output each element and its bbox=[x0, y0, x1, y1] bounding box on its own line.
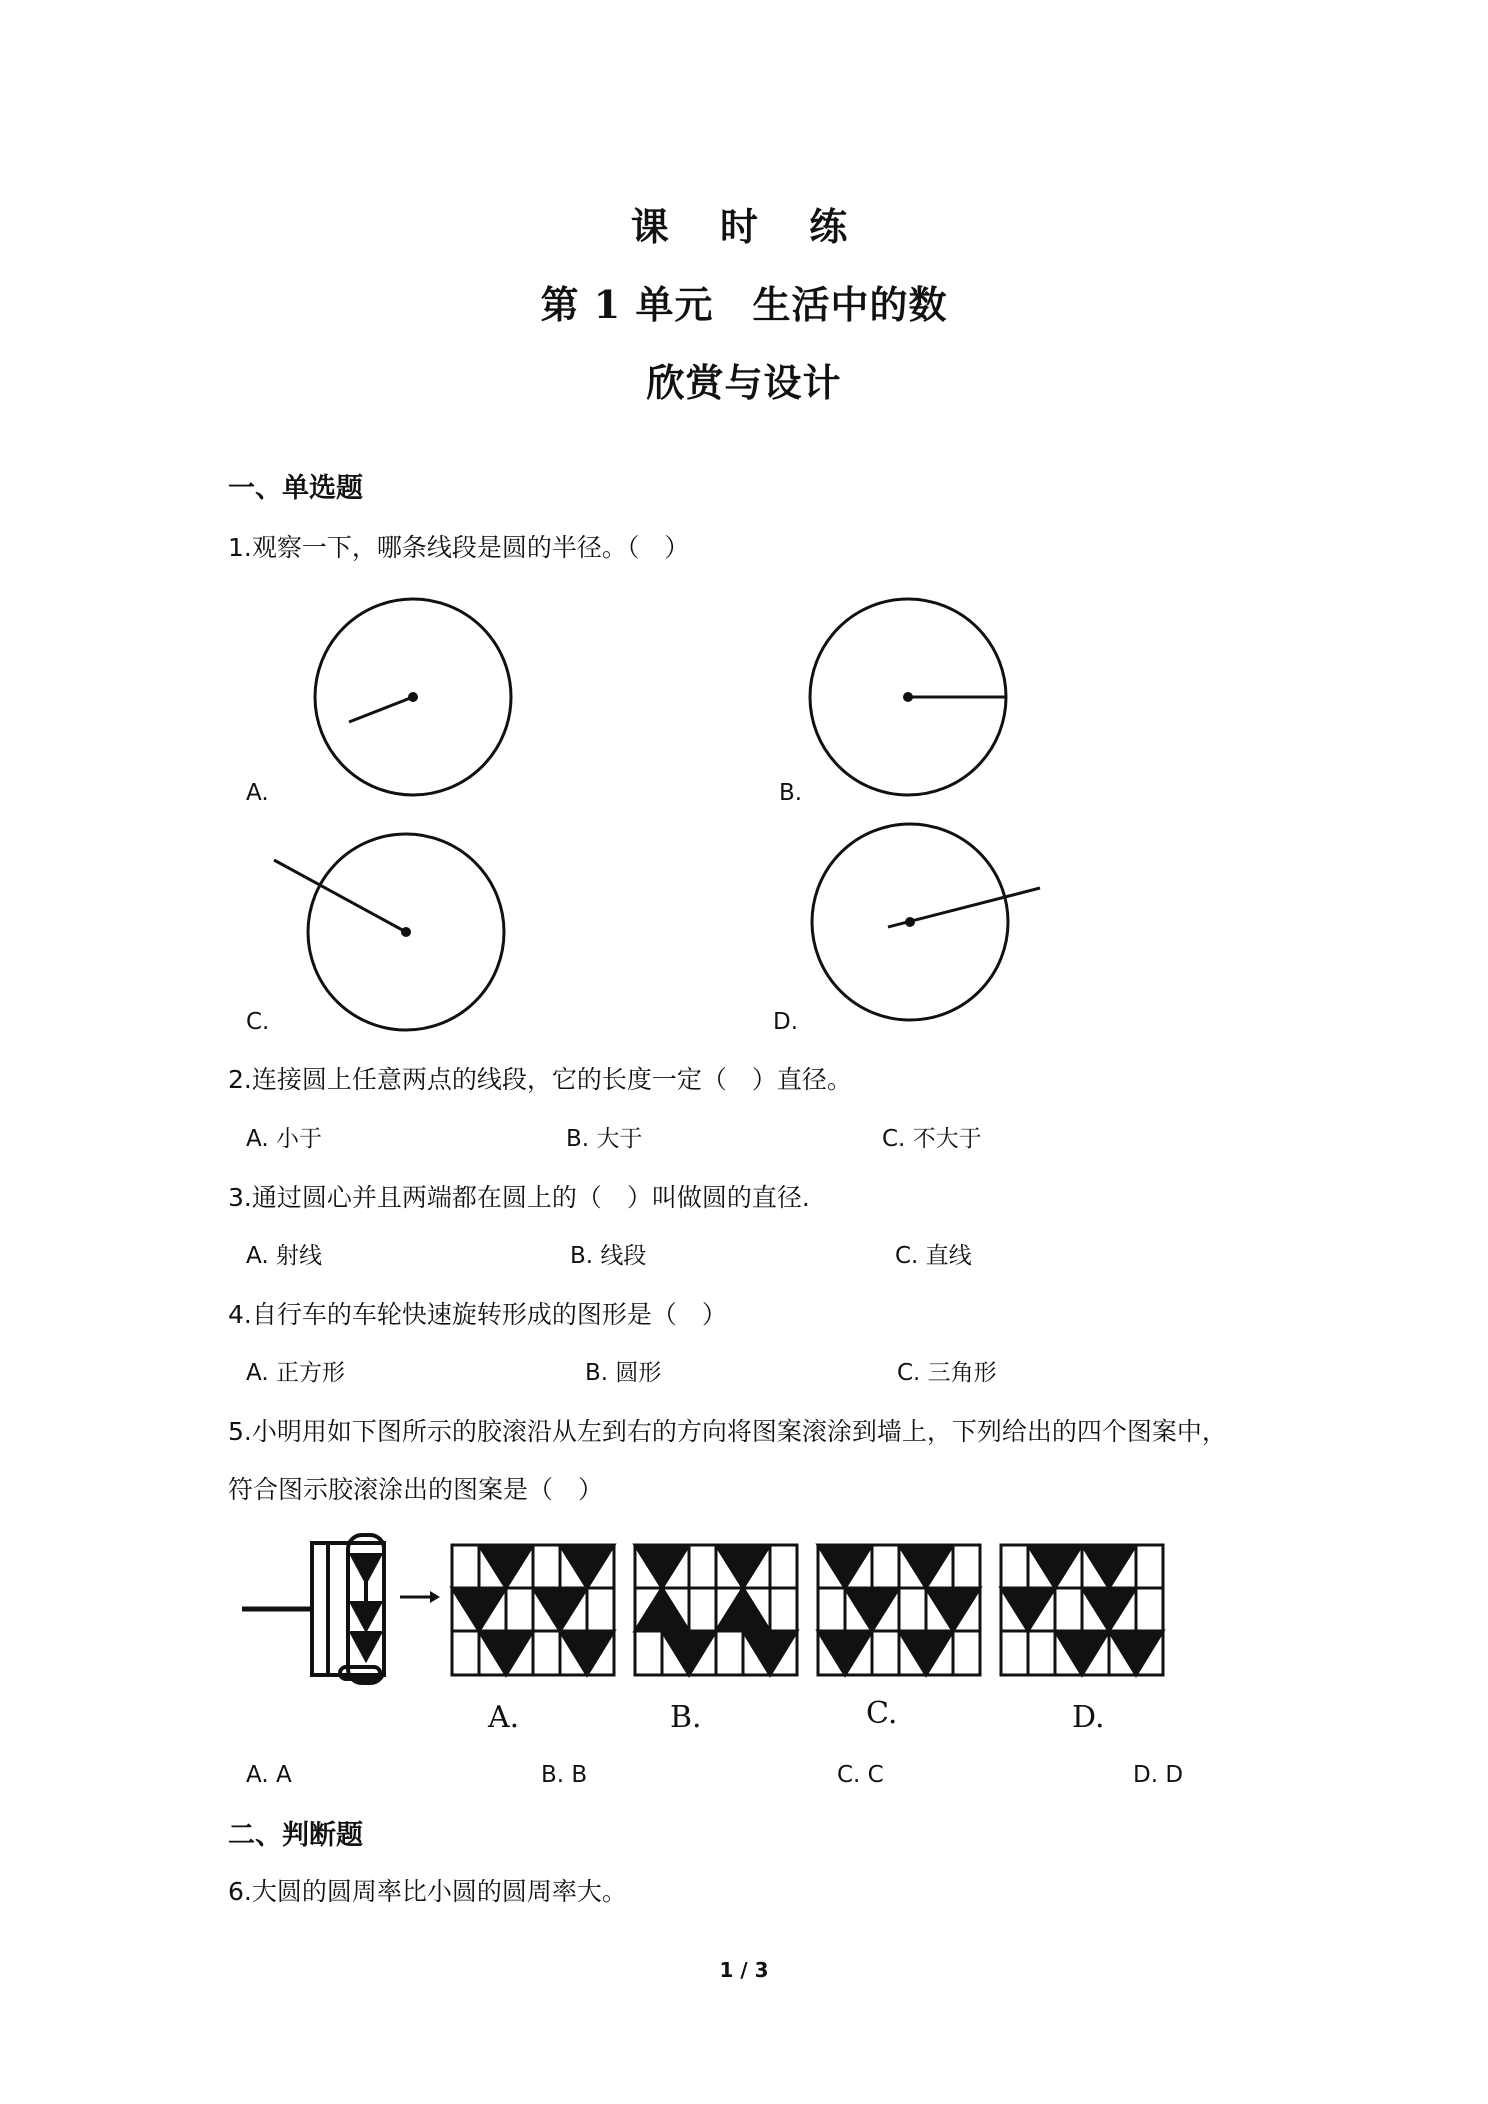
question-5-option-a[interactable]: A. A bbox=[246, 1762, 292, 1788]
section-heading-single-choice: 一、单选题 bbox=[228, 473, 363, 504]
question-3-option-a[interactable]: A. 射线 bbox=[246, 1243, 322, 1269]
question-6-text: 6.大圆的圆周率比小圆的圆周率大。 bbox=[228, 1877, 627, 1906]
question-2-option-b[interactable]: B. 大于 bbox=[566, 1126, 643, 1152]
section-heading-true-false: 二、判断题 bbox=[228, 1820, 363, 1851]
question-1-option-b[interactable]: B. bbox=[779, 780, 803, 806]
question-2-option-a[interactable]: A. 小于 bbox=[246, 1126, 322, 1152]
question-1-figures bbox=[0, 0, 1488, 1040]
question-3-text: 3.通过圆心并且两端都在圆上的（ ）叫做圆的直径. bbox=[228, 1183, 810, 1212]
pattern-figure-c bbox=[818, 1545, 980, 1675]
circle-figure-a bbox=[315, 599, 511, 795]
question-5-option-c[interactable]: C. C bbox=[837, 1762, 884, 1788]
pattern-label-a: A. bbox=[488, 1700, 520, 1735]
pattern-figure-a bbox=[452, 1545, 614, 1675]
question-3-option-c[interactable]: C. 直线 bbox=[895, 1243, 972, 1269]
question-4-text: 4.自行车的车轮快速旋转形成的图形是（ ） bbox=[228, 1300, 727, 1329]
question-5-option-b[interactable]: B. B bbox=[541, 1762, 588, 1788]
question-1-option-d[interactable]: D. bbox=[773, 1009, 799, 1035]
question-4-option-a[interactable]: A. 正方形 bbox=[246, 1360, 345, 1386]
question-1-option-c[interactable]: C. bbox=[246, 1009, 270, 1035]
question-2-option-c[interactable]: C. 不大于 bbox=[882, 1126, 982, 1152]
unit-title: 第 1 单元 生活中的数 bbox=[540, 282, 948, 327]
pattern-label-b: B. bbox=[670, 1700, 702, 1735]
question-4-option-c[interactable]: C. 三角形 bbox=[897, 1360, 997, 1386]
question-2-text: 2.连接圆上任意两点的线段，它的长度一定（ ）直径。 bbox=[228, 1065, 852, 1094]
page-title: 课 时 练 bbox=[630, 204, 858, 249]
question-5-text-line-2: 符合图示胶滚涂出的图案是（ ） bbox=[228, 1475, 604, 1504]
question-5-option-d[interactable]: D. D bbox=[1133, 1762, 1184, 1788]
question-5-figure bbox=[230, 1525, 1180, 1745]
circle-figure-b bbox=[810, 599, 1006, 795]
paint-roller-figure bbox=[242, 1535, 440, 1683]
question-1-text: 1.观察一下，哪条线段是圆的半径。（ ） bbox=[228, 533, 690, 562]
question-5-text-line-1: 5.小明用如下图所示的胶滚沿从左到右的方向将图案滚涂到墙上，下列给出的四个图案中， bbox=[228, 1417, 1227, 1446]
circle-figure-d bbox=[812, 824, 1040, 1020]
pattern-figure-d bbox=[1001, 1545, 1163, 1675]
question-1-option-a[interactable]: A. bbox=[246, 780, 269, 806]
pattern-label-d: D. bbox=[1072, 1700, 1105, 1735]
question-3-option-b[interactable]: B. 线段 bbox=[570, 1243, 647, 1269]
pattern-label-c: C. bbox=[866, 1696, 898, 1731]
lesson-title: 欣赏与设计 bbox=[646, 360, 842, 405]
circle-figure-c bbox=[274, 834, 504, 1030]
page-number: 1 / 3 bbox=[719, 1958, 769, 1982]
pattern-figure-b bbox=[635, 1545, 797, 1675]
question-4-option-b[interactable]: B. 圆形 bbox=[585, 1360, 662, 1386]
